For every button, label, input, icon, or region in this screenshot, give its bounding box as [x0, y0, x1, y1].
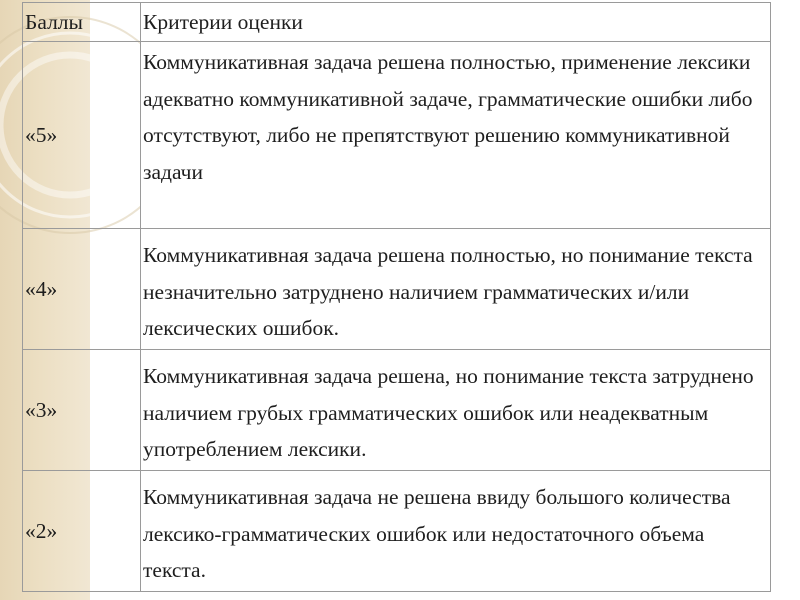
criteria-cell: Коммуникативная задача не решена ввиду большого количества лексико-грамматических ошибок или недостаточного объема текста.	[141, 471, 771, 592]
header-score: Баллы	[23, 3, 141, 42]
score-cell: «4»	[23, 229, 141, 350]
score-cell: «5»	[23, 42, 141, 229]
table-row	[23, 229, 771, 350]
table-row	[23, 471, 771, 592]
grading-criteria-table	[22, 2, 771, 592]
header-criteria: Критерии оценки	[141, 3, 771, 42]
table-row	[23, 42, 771, 229]
score-cell: «2»	[23, 471, 141, 592]
table-header-row	[23, 3, 771, 42]
score-cell: «3»	[23, 350, 141, 471]
criteria-cell: Коммуникативная задача решена полностью, применение лексики адекватно коммуникативной задаче, грамматические ошибки либо отсутствуют, либо не препятствуют решению коммуникативной задачи	[141, 42, 771, 229]
criteria-cell: Коммуникативная задача решена полностью, но понимание текста незначительно затруднено наличием грамматических и/или лексических ошибок.	[141, 229, 771, 350]
criteria-cell: Коммуникативная задача решена, но понимание текста затруднено наличием грубых грамматических ошибок или неадекватным употреблением лексики.	[141, 350, 771, 471]
table-row	[23, 350, 771, 471]
